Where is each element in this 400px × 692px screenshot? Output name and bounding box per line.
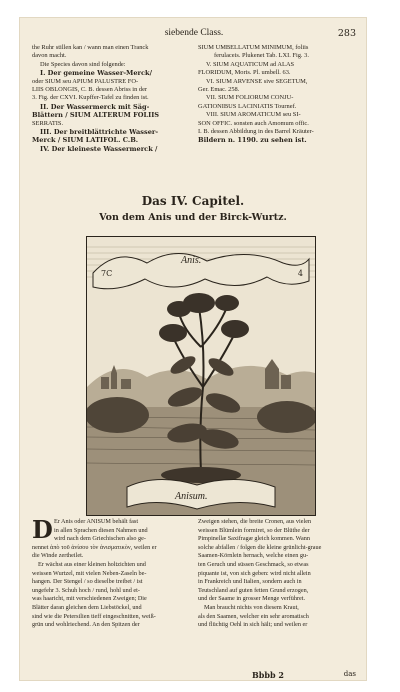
text-line: in Frankreich und Italien, sondern auch in [198,578,302,586]
text-line: 3. Fig. der CXVI. Kupffer-Tafel zu finden ist. [32,94,149,102]
text-line: Bildern n. 1190. zu sehen ist. [198,136,307,145]
text-line: the Ruhr stillen kan / wann man einen Tranck [32,44,149,51]
text-line: oder SIUM seu APIUM PALUSTRE FO- [32,77,139,85]
text-line: Blättern / SIUM ALTERUM FOLIIS [32,111,160,120]
species-entry: V. SIUM AQUATICUM ad ALAS [206,60,295,68]
text-line: piquante ist, von sich geben: wird nicht allein [198,569,311,577]
text-line: ten Geruch und süssen Geschmack, so etwas [198,560,309,568]
page-header [32,28,356,42]
species-entry: VI. SIUM ARVENSE sive SEGETUM, [206,77,308,85]
text-line: wird nach dem Griechischen also ge- [54,535,146,543]
chapter-subtitle: Von dem Anis und der Birck-Wurtz. [99,212,287,223]
catchword: das [343,670,356,678]
text-line: Blätter daran gleichen dem Liebstöckel, und [32,603,142,611]
text-line: davon macht. [32,52,67,60]
species-entry: IV. Der kleineste Wassermerck / [40,144,158,153]
species-entry: II. Der Wassermerck mit Säg- [40,102,150,111]
species-entry: III. Der breitblättrichte Wasser- [40,128,159,137]
text-line: grün und wohlriechend. An den Spitzen der [32,621,140,629]
text-line: als den Saamen, welcher ein sehr aromatisch [198,612,309,620]
text-line: Merck / SIUM LATIFOL. C.B. [32,136,139,145]
text-line: Man braucht nichts von diesem Kraut, [204,603,299,611]
text-line: ferulaceis. Plukenet Tab. LXI. Fig. 3. [214,52,309,60]
running-title: siebende Class. [164,28,224,38]
text-line: hangen. Der Stengel / so dieselbe treibet / ist [32,578,143,586]
page-number: 283 [337,28,356,39]
text-line: I. B. dessen Abbildung in des Barrel Kräuter- [198,128,314,136]
text-line: Zweigen stehen, die breite Cronen, aus vielen [198,518,312,525]
plate-number-left: 7C [101,269,113,278]
text-line: nennet ἀπὸ τοῦ ἀνίσου τὸν ἀνισματικὸν, weilen er [32,543,157,551]
chapter-title: Das IV. Capitel. [141,194,245,208]
text-line: Er Anis oder ANISUM behält fast [54,518,139,525]
text-line: Er wächst aus einer kleinen holtzichten und [38,560,146,568]
signature-mark: Bbbb 2 [252,670,284,680]
text-line: ungefehr 3. Schuh hoch / rund, hohl und et- [32,586,140,594]
right-column [198,44,358,145]
text-line: Teutschland auf guten fetten Grund erzogen, [198,586,309,594]
drop-cap-initial: D [32,515,53,544]
text-line: LIIS OBLONGIS, C. B. dessen Abriss in der [32,86,148,94]
plate-number-right: 4 [297,269,303,278]
text-line: was haaricht, mit verschiedenen Zweigen; Die [32,595,147,603]
left-column [32,44,194,153]
text-line: SERRATIS. [32,119,64,127]
text-line: SIUM UMBELLATUM MINIMUM, foliis [198,44,309,51]
text-line: in allen Sprachen diesen Nahmen und [54,526,148,534]
species-entry: VIII. SIUM AROMATICUM seu SI- [206,111,301,119]
text-line: und der Saame in grosser Menge verführet. [198,595,306,603]
text-line: GATIONIBUS LACINIATIS Tournef. [198,102,297,110]
species-entry: I. Der gemeine Wasser-Merck/ [40,69,153,78]
text-line: und flüchtig Oehl in sich hält; und weilen er [198,621,308,629]
body-column-left [32,515,192,630]
text-line: Ger. Emac. 258. [198,86,240,94]
book-page [20,18,366,680]
anise-engraving [86,236,316,516]
body-column-right [198,518,358,630]
text-line: Die Species davon sind folgende: [40,60,126,68]
text-line: die Winde zertheilet. [32,552,84,560]
text-line: FLORIDUM, Moris. Pl. umbell. 63. [198,69,291,77]
text-line: sind wie die Petersilien tieff eingeschnitten, weiß- [32,612,156,620]
text-line: SON OFFIC. sonsten auch Amomum offic. [198,119,309,127]
text-line: Pimpinellæ Saxifragæ gleich kommen. Wann [198,535,310,543]
plate-label-top: Anis. [181,255,202,266]
text-line: Saamen-Körnlein hernach, welche einen gu- [198,552,309,560]
species-entry: VII. SIUM FOLIORUM CONJU- [206,94,294,102]
text-line: weissen Blümlein formiret, so der Blüthe der [198,526,310,534]
engraving-illustration [87,237,315,515]
plate-label-bottom: Anisum. [175,491,208,502]
text-line: solche abfallen / folgen die kleine grünlicht-graue [198,543,322,551]
text-line: weissen Wurtzel, mit vielen Neben-Zaseln be- [32,569,147,577]
